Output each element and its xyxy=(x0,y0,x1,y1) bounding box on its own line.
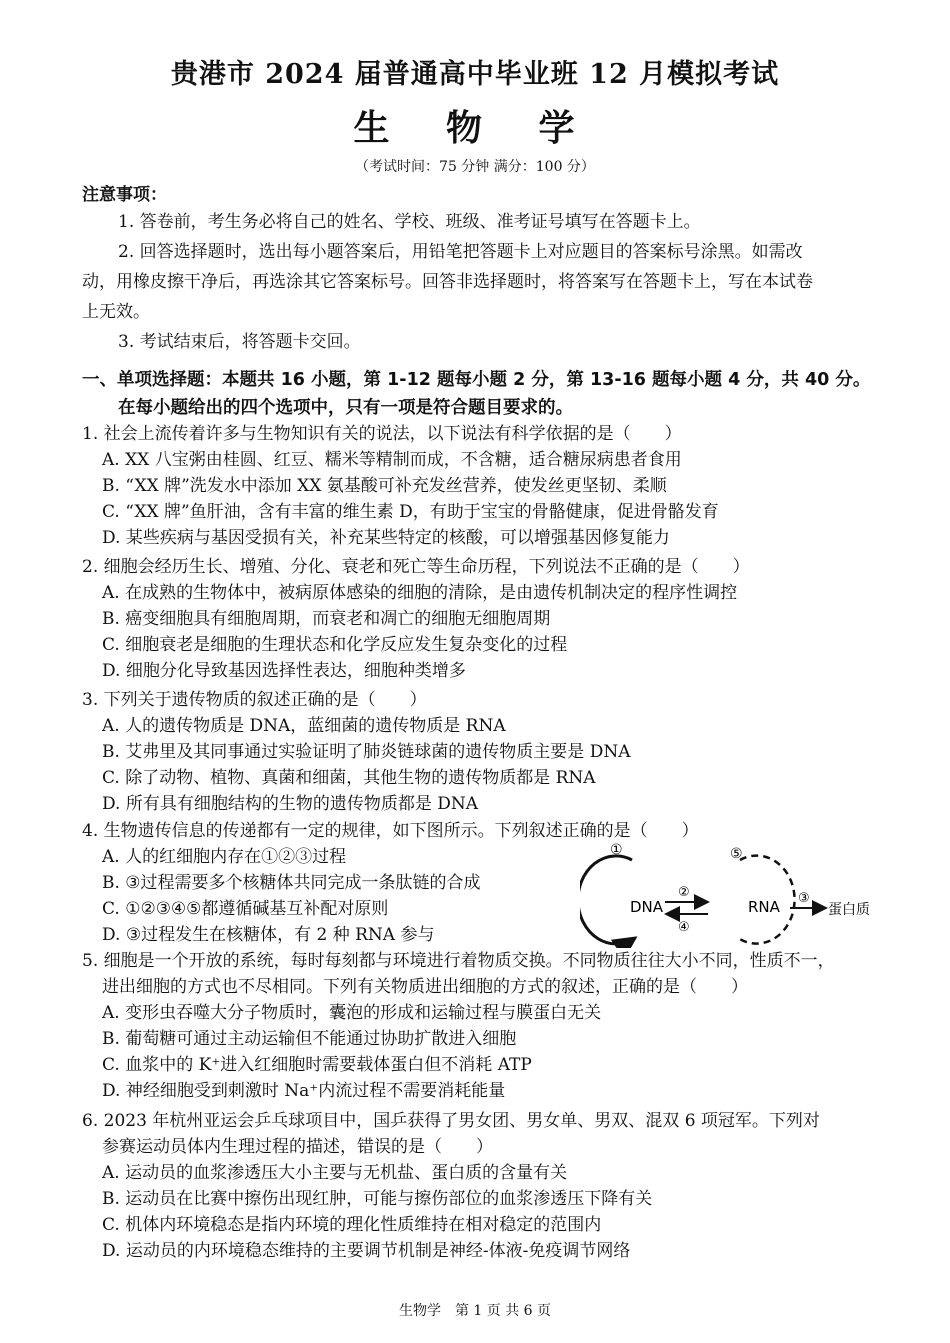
option-a: A. XX 八宝粥由桂圆、红豆、糯米等精制而成，不含糖，适合糖尿病患者食用 xyxy=(102,450,682,470)
option-d: D. 神经细胞受到刺激时 Na⁺内流过程不需要消耗能量 xyxy=(102,1081,506,1101)
option-b: B. 癌变细胞具有细胞周期，而衰老和凋亡的细胞无细胞周期 xyxy=(102,609,551,629)
question-6 xyxy=(82,1108,902,1264)
option-b: B. 艾弗里及其同事通过实验证明了肺炎链球菌的遗传物质主要是 DNA xyxy=(102,742,631,762)
exam-meta: （考试时间：75 分钟 满分：100 分） xyxy=(355,159,595,175)
question-stem-cont: 参赛运动员体内生理过程的描述，错误的是（ ） xyxy=(102,1137,493,1157)
option-a: A. 人的红细胞内存在①②③过程 xyxy=(102,847,347,867)
question-5 xyxy=(82,948,902,1104)
question-stem: 4. 生物遗传信息的传递都有一定的规律，如下图所示。下列叙述正确的是（ ） xyxy=(82,821,699,841)
page-footer: 生物学 第 1 页 共 6 页 xyxy=(398,1303,552,1319)
question-stem: 2. 细胞会经历生长、增殖、分化、衰老和死亡等生命历程，下列说法不正确的是（ ） xyxy=(82,557,750,577)
question-1 xyxy=(82,421,902,551)
central-dogma-diagram xyxy=(580,838,880,948)
notice-item: 2. 回答选择题时，选出每小题答案后，用铅笔把答题卡上对应题目的答案标号涂黑。如需改 xyxy=(118,242,803,262)
notice-block xyxy=(82,207,882,357)
notice-heading: 注意事项： xyxy=(82,185,167,205)
question-stem: 3. 下列关于遗传物质的叙述正确的是（ ） xyxy=(82,690,427,710)
label-3: ③ xyxy=(798,891,810,906)
option-c: C. ①②③④⑤都遵循碱基互补配对原则 xyxy=(102,899,389,919)
replication-arc xyxy=(580,856,635,944)
section-line-2: 在每小题给出的四个选项中，只有一项是符合题目要求的。 xyxy=(118,398,573,418)
label-2: ② xyxy=(678,885,690,900)
exam-title: 贵港市 2024 届普通高中毕业班 12 月模拟考试 xyxy=(170,59,780,90)
notice-item: 3. 考试结束后，将答题卡交回。 xyxy=(118,332,361,352)
question-stem: 6. 2023 年杭州亚运会乒乓球项目中，国乒获得了男女团、男女单、男双、混双 6 项冠军。下列对 xyxy=(82,1111,820,1131)
option-a: A. 运动员的血浆渗透压大小主要与无机盐、蛋白质的含量有关 xyxy=(102,1163,568,1183)
dna-label: DNA xyxy=(630,898,664,916)
question-stem-cont: 进出细胞的方式也不尽相同。下列有关物质进出细胞的方式的叙述，正确的是（ ） xyxy=(102,977,748,997)
protein-label: 蛋白质 xyxy=(828,902,870,918)
option-c: C. “XX 牌”鱼肝油，含有丰富的维生素 D，有助于宝宝的骨骼健康，促进骨骼发育 xyxy=(102,502,719,522)
option-a: A. 人的遗传物质是 DNA，蓝细菌的遗传物质是 RNA xyxy=(102,716,506,736)
option-b: B. 葡萄糖可通过主动运输但不能通过协助扩散进入细胞 xyxy=(102,1029,517,1049)
question-3 xyxy=(82,687,902,817)
option-a: A. 变形虫吞噬大分子物质时，囊泡的形成和运输过程与膜蛋白无关 xyxy=(102,1003,602,1023)
notice-item: 动，用橡皮擦干净后，再选涂其它答案标号。回答非选择题时，将答案写在答题卡上，写在本试卷 xyxy=(82,272,813,292)
option-d: D. 运动员的内环境稳态维持的主要调节机制是神经-体液-免疫调节网络 xyxy=(102,1241,631,1261)
question-2 xyxy=(82,554,902,684)
option-c: C. 血浆中的 K⁺进入红细胞时需要载体蛋白但不消耗 ATP xyxy=(102,1055,532,1075)
option-d: D. 细胞分化导致基因选择性表达，细胞种类增多 xyxy=(102,661,466,681)
option-d: D. 所有具有细胞结构的生物的遗传物质都是 DNA xyxy=(102,794,479,814)
question-stem: 5. 细胞是一个开放的系统，每时每刻都与环境进行着物质交换。不同物质往往大小不同，性质不一， xyxy=(82,951,835,971)
subject-title: 生 物 学 xyxy=(353,107,597,149)
label-5: ⑤ xyxy=(730,846,743,862)
option-c: C. 细胞衰老是细胞的生理状态和化学反应发生复杂变化的过程 xyxy=(102,635,568,655)
option-a: A. 在成熟的生物体中，被病原体感染的细胞的清除，是由遗传机制决定的程序性调控 xyxy=(102,583,738,603)
label-4: ④ xyxy=(678,920,690,935)
option-d: D. ③过程发生在核糖体，有 2 种 RNA 参与 xyxy=(102,925,435,945)
question-stem: 1. 社会上流传着许多与生物知识有关的说法，以下说法有科学依据的是（ ） xyxy=(82,424,682,444)
option-b: B. “XX 牌”洗发水中添加 XX 氨基酸可补充发丝营养，使发丝更坚韧、柔顺 xyxy=(102,476,667,496)
option-c: C. 机体内环境稳态是指内环境的理化性质维持在相对稳定的范围内 xyxy=(102,1215,602,1235)
option-c: C. 除了动物、植物、真菌和细菌，其他生物的遗传物质都是 RNA xyxy=(102,768,596,788)
section-heading xyxy=(82,366,902,422)
rna-label: RNA xyxy=(748,898,780,916)
option-d: D. 某些疾病与基因受损有关，补充某些特定的核酸，可以增强基因修复能力 xyxy=(102,528,670,548)
notice-item: 上无效。 xyxy=(82,302,150,322)
option-b: B. 运动员在比赛中擦伤出现红肿，可能与擦伤部位的血浆渗透压下降有关 xyxy=(102,1189,653,1209)
label-1: ① xyxy=(610,842,623,858)
option-b: B. ③过程需要多个核糖体共同完成一条肽链的合成 xyxy=(102,873,481,893)
notice-item: 1. 答卷前，考生务必将自己的姓名、学校、班级、准考证号填写在答题卡上。 xyxy=(118,212,701,232)
section-line-1: 一、单项选择题：本题共 16 小题，第 1-12 题每小题 2 分，第 13-16 题每小题 4 分，共 40 分。 xyxy=(82,370,871,390)
